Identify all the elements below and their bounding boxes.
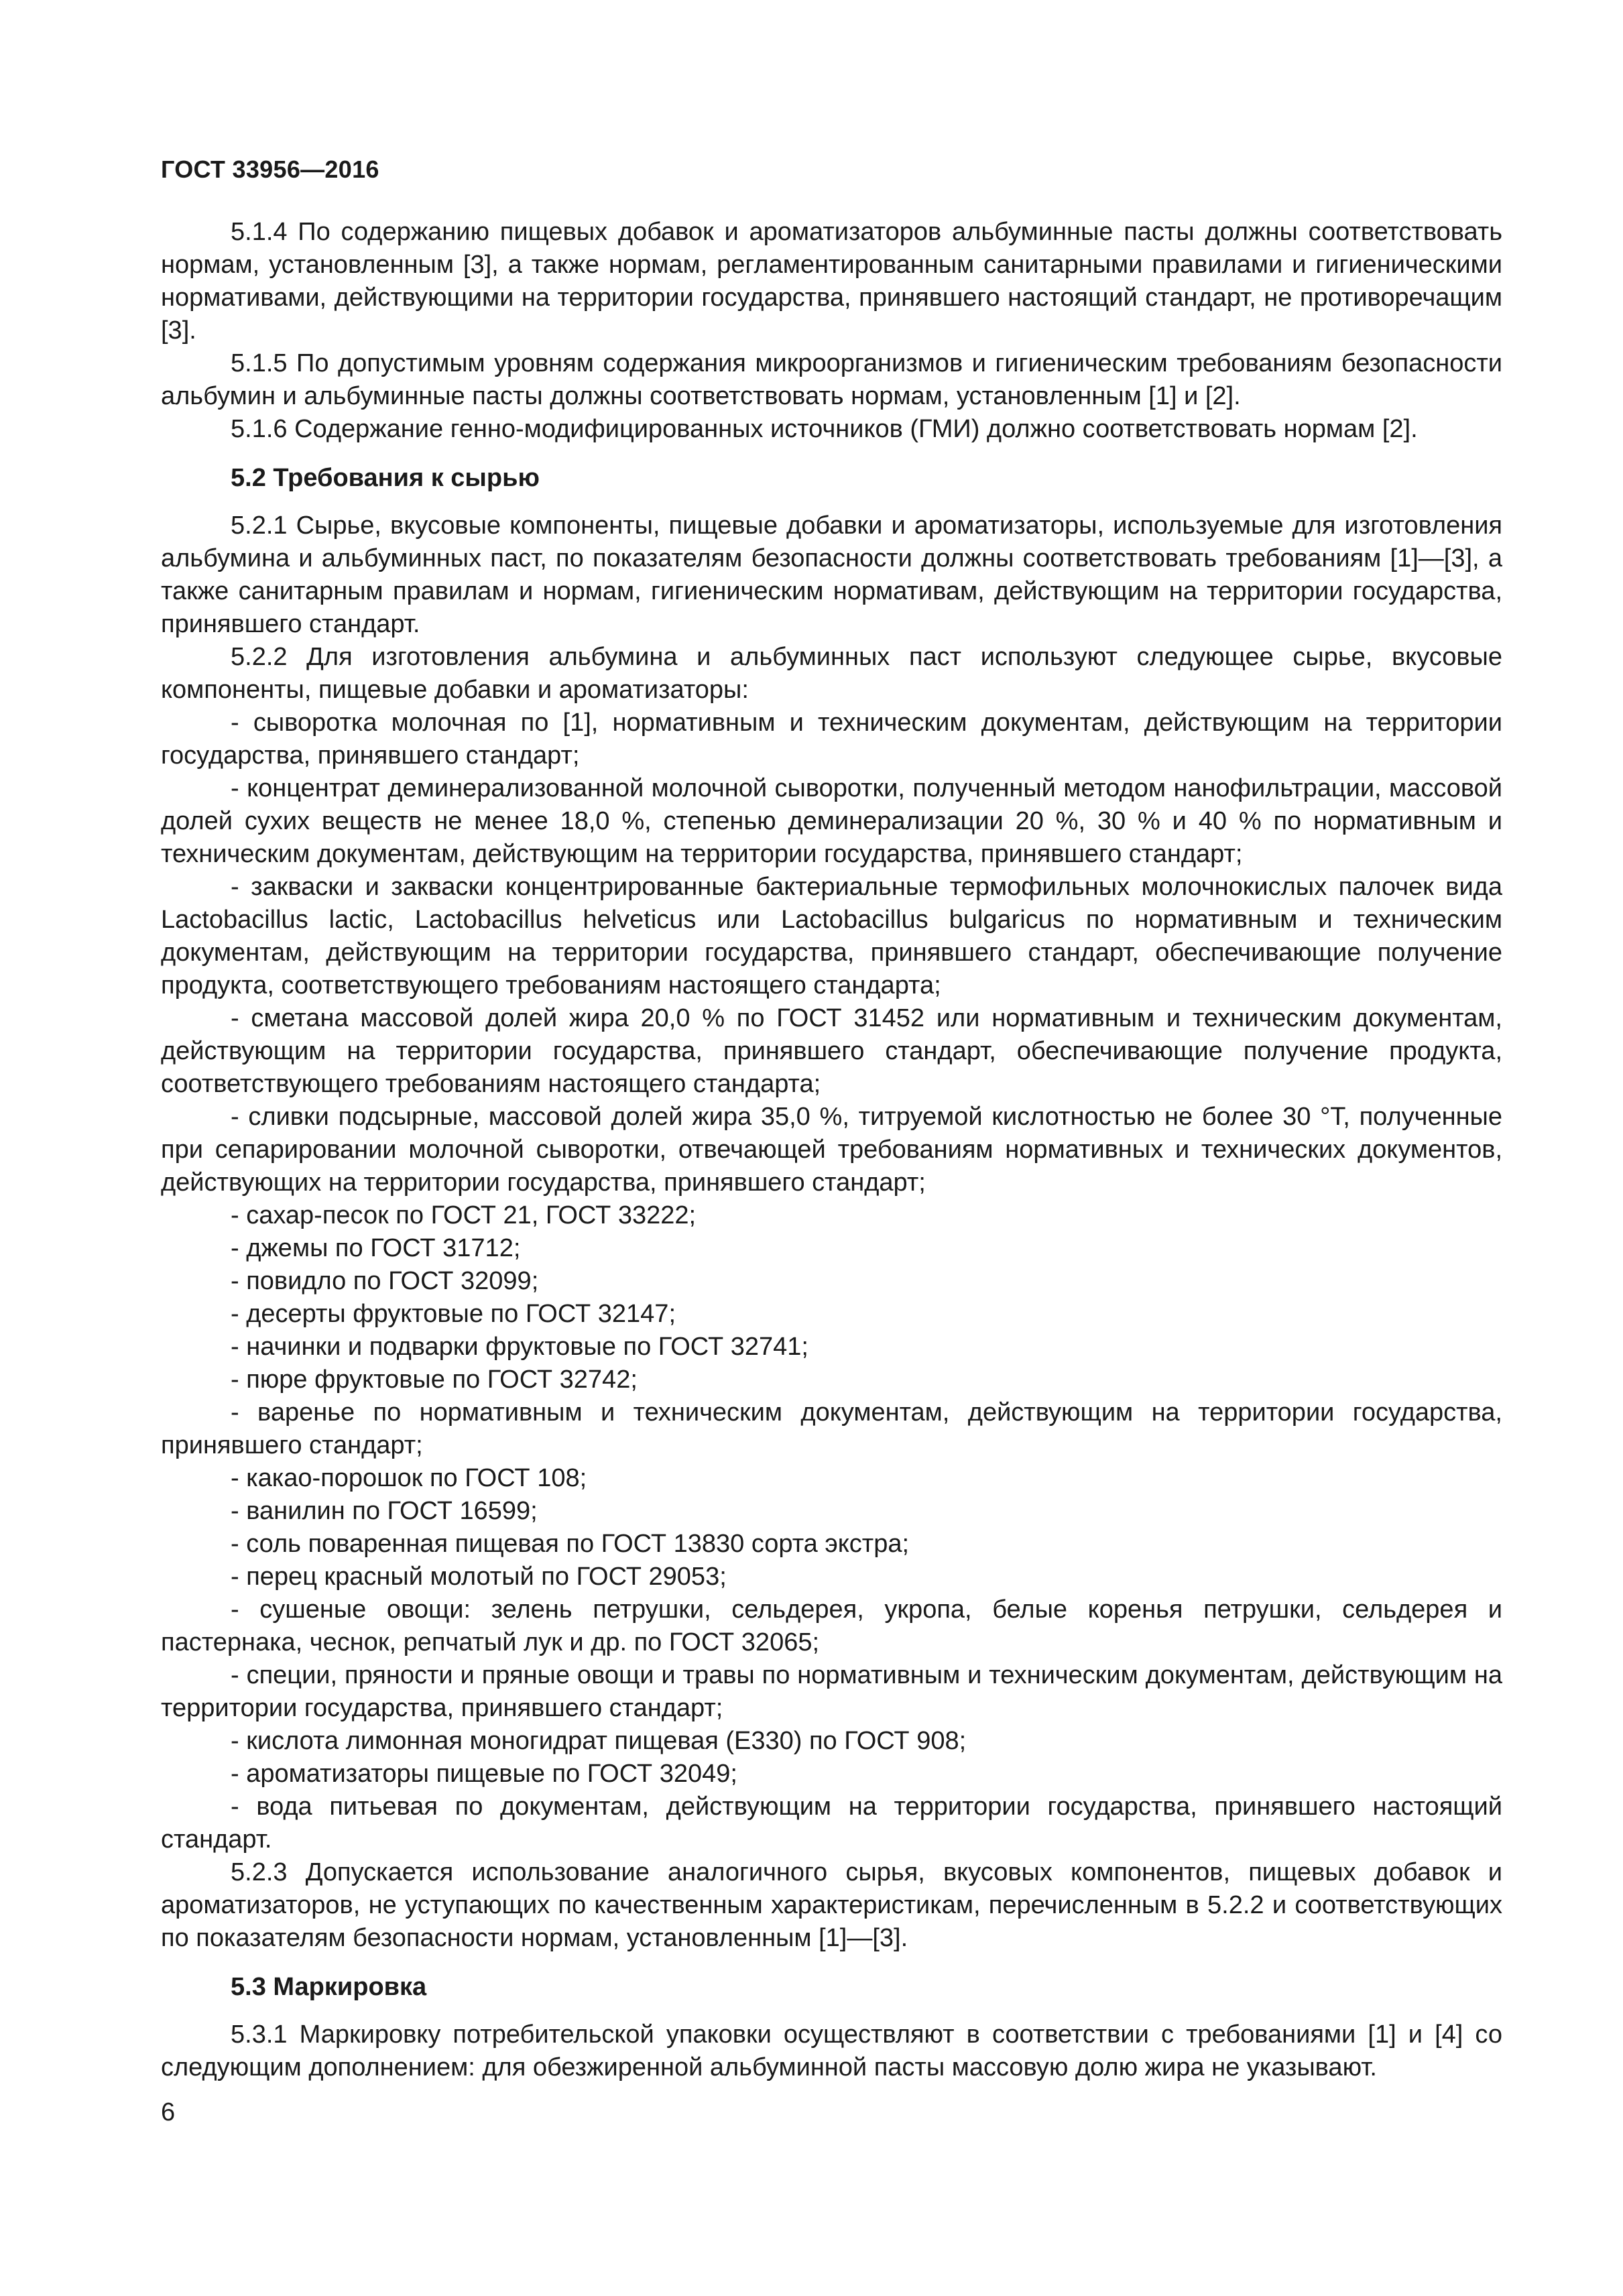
paragraph: 5.2.2 Для изготовления альбумина и альбуминных паст используют следующее сырье, вкусовые компоненты, пищевые добавки и ароматизаторы: xyxy=(161,643,1502,704)
paragraph: - пюре фруктовые по ГОСТ 32742; xyxy=(231,1366,638,1394)
paragraph: - джемы по ГОСТ 31712; xyxy=(231,1234,521,1262)
paragraph: - сыворотка молочная по [1], нормативным и техническим документам, действующим на территории государства, принявшего стандарт; xyxy=(161,709,1502,770)
paragraph: - ароматизаторы пищевые по ГОСТ 32049; xyxy=(231,1760,737,1788)
document-code-header: ГОСТ 33956—2016 xyxy=(161,156,379,183)
paragraph: - начинки и подварки фруктовые по ГОСТ 32741; xyxy=(231,1333,808,1361)
paragraph: 5.2.1 Сырье, вкусовые компоненты, пищевые добавки и ароматизаторы, используемые для изготовления альбумина и альбуминных паст, по показателям безопасности должны соответствовать требованиям [1]—[3], а также санитарным правилам и нормам, гигиеническим нормативам, действующим на территории государства, принявшего стандарт. xyxy=(161,511,1502,638)
paragraph: 5.1.6 Содержание генно-модифицированных источников (ГМИ) должно соответствовать нормам [2]. xyxy=(231,415,1418,443)
paragraph: - варенье по нормативным и техническим документам, действующим на территории государства, принявшего стандарт; xyxy=(161,1398,1502,1459)
section-heading: 5.3 Маркировка xyxy=(231,1973,427,2001)
paragraph: - закваски и закваски концентрированные бактериальные термофильных молочнокислых палочек вида Lactobacillus lactic, Lactobacillus helveticus или Lactobacillus bulgaricus по нормативным и техническим документам, действующим на территории государства, принявшего стандарт, обеспечивающие получение продукта, соответствующего требованиям настоящего стандарта; xyxy=(161,873,1502,1000)
paragraph: - какао-порошок по ГОСТ 108; xyxy=(231,1464,587,1492)
paragraph: - сахар-песок по ГОСТ 21, ГОСТ 33222; xyxy=(231,1201,697,1229)
paragraph: - концентрат деминерализованной молочной сыворотки, полученный методом нанофильтрации, массовой долей сухих веществ не менее 18,0 %, степенью деминерализации 20 %, 30 % и 40 % по нормативным и техническим документам, действующим на территории государства, принявшего стандарт; xyxy=(161,774,1502,868)
paragraph: - вода питьевая по документам, действующим на территории государства, принявшего настоящий стандарт. xyxy=(161,1793,1502,1854)
section-heading: 5.2 Требования к сырью xyxy=(231,464,540,492)
paragraph: - десерты фруктовые по ГОСТ 32147; xyxy=(231,1300,676,1328)
page-number: 6 xyxy=(161,2098,176,2126)
paragraph: - специи, пряности и пряные овощи и травы по нормативным и техническим документам, действующим на территории государства, принявшего стандарт; xyxy=(161,1661,1502,1722)
paragraph: - сушеные овощи: зелень петрушки, сельдерея, укропа, белые коренья петрушки, сельдерея и пастернака, чеснок, репчатый лук и др. по ГОСТ 32065; xyxy=(161,1595,1502,1656)
document-body xyxy=(161,216,1502,2084)
paragraph: - сливки подсырные, массовой долей жира 35,0 %, титруемой кислотностью не более 30 °Т, полученные при сепарировании молочной сыворотки, отвечающей требованиям нормативных и технических документов, действующих на территории государства, принявшего стандарт; xyxy=(161,1103,1502,1197)
paragraph: - перец красный молотый по ГОСТ 29053; xyxy=(231,1563,727,1591)
paragraph: 5.2.3 Допускается использование аналогичного сырья, вкусовых компонентов, пищевых добавок и ароматизаторов, не уступающих по качественным характеристикам, перечисленным в 5.2.2 и соответствующих по показателям безопасности нормам, установленным [1]—[3]. xyxy=(161,1858,1502,1952)
paragraph: - повидло по ГОСТ 32099; xyxy=(231,1267,539,1295)
paragraph: - ванилин по ГОСТ 16599; xyxy=(231,1497,538,1525)
paragraph: 5.3.1 Маркировку потребительской упаковки осуществляют в соответствии с требованиями [1] и [4] со следующим дополнением: для обезжиренной альбуминной пасты массовую долю жира не указывают. xyxy=(161,2020,1502,2081)
paragraph: 5.1.4 По содержанию пищевых добавок и ароматизаторов альбуминные пасты должны соответствовать нормам, установленным [3], а также нормам, регламентированным санитарными правилами и гигиеническими нормативами, действующими на территории государства, принявшего настоящий стандарт, не противоречащим [3]. xyxy=(161,218,1502,345)
paragraph: - соль поваренная пищевая по ГОСТ 13830 сорта экстра; xyxy=(231,1530,910,1558)
paragraph: - сметана массовой долей жира 20,0 % по ГОСТ 31452 или нормативным и техническим документам, действующим на территории государства, принявшего стандарт, обеспечивающие получение продукта, соответствующего требованиям настоящего стандарта; xyxy=(161,1004,1502,1098)
paragraph: 5.1.5 По допустимым уровням содержания микроорганизмов и гигиеническим требованиям безопасности альбумин и альбуминные пасты должны соответствовать нормам, установленным [1] и [2]. xyxy=(161,349,1502,410)
paragraph: - кислота лимонная моногидрат пищевая (Е330) по ГОСТ 908; xyxy=(231,1727,967,1755)
